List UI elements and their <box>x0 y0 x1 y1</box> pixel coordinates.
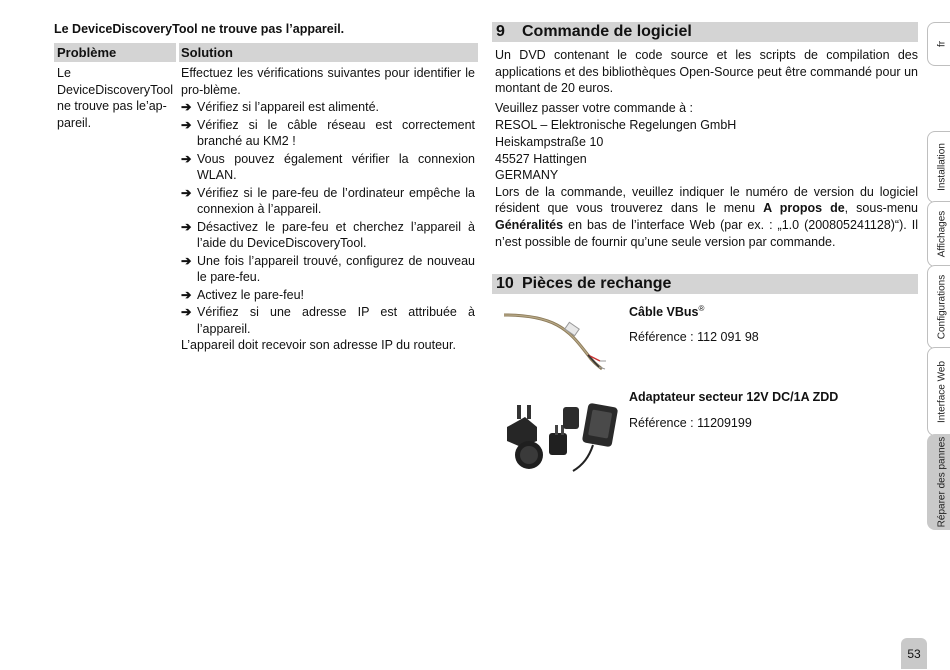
step-text: Activez le pare-feu! <box>197 287 304 302</box>
step-text: Vérifiez si l’appareil est alimenté. <box>197 100 380 114</box>
address-line: RESOL – Elektronische Regelungen GmbH <box>495 118 737 133</box>
tab-reparer-des-pannes[interactable] <box>927 434 950 530</box>
text-run: , sous-menu <box>844 201 919 216</box>
section-9-body <box>495 47 918 250</box>
tab-configurations[interactable] <box>927 265 950 349</box>
tab-installation[interactable] <box>927 131 950 203</box>
tab-label: Réparer des pannes <box>936 436 948 528</box>
table-header <box>54 43 478 62</box>
solution-step <box>181 253 475 286</box>
step-text: Désactivez le pare-feu et cherchez l’appareil à l’aide du DeviceDiscoveryTool. <box>197 219 475 250</box>
address-line: 45527 Hattingen <box>495 151 587 166</box>
tab-label: Configurations <box>936 274 948 340</box>
section-number: 10 <box>496 275 514 292</box>
header-solution: Solution <box>181 45 233 60</box>
text-run: en bas de l’interface Web (par ex. : „1.0 (200805241128)“). Il n’est possible de fournir qu’une seule version par commande. <box>495 217 918 249</box>
step-text: Une fois l’appareil trouvé, configurez de nouveau le pare-feu. <box>197 253 475 284</box>
problem-cell <box>57 65 173 131</box>
arrow-right-icon: ➔ <box>181 219 192 234</box>
solution-step <box>181 287 475 304</box>
text-run: Lors de la commande, veuillez indiquer le numéro de version du logiciel résident que vous trouverez dans le menu <box>495 184 918 216</box>
solution-step <box>181 219 475 252</box>
solution-step <box>181 99 475 116</box>
arrow-right-icon: ➔ <box>181 305 192 319</box>
solution-intro: Effectuez les vérifications suivantes pour identifier le pro-blème. <box>181 66 475 97</box>
address-line: GERMANY <box>495 168 559 183</box>
problem-line: pareil. <box>57 115 92 130</box>
paragraph: Un DVD contenant le code source et les scripts de compilation des applications et des bibliothèques Open-Source peut être commandé pour un montant de 20 euros. <box>495 48 918 96</box>
solution-step <box>181 151 475 184</box>
arrow-right-icon: ➔ <box>181 253 192 268</box>
tab-language[interactable] <box>927 22 950 66</box>
solution-step <box>181 185 475 218</box>
step-text: Vérifiez si le câble réseau est correctement branché au KM2 ! <box>197 117 475 148</box>
spare-part-reference: Référence : 11209199 <box>629 416 752 430</box>
solution-step <box>181 304 475 337</box>
registered-mark: ® <box>698 304 705 313</box>
arrow-right-icon: ➔ <box>181 117 192 132</box>
solution-cell <box>181 65 475 354</box>
page-number: 53 <box>901 638 927 669</box>
paragraph <box>495 184 918 250</box>
submenu-name: Généralités <box>495 217 564 232</box>
address-line: Heiskampstraße 10 <box>495 134 604 149</box>
tab-label: fr <box>936 40 948 48</box>
troubleshooting-table <box>54 43 478 352</box>
menu-name: A propos de <box>763 201 845 216</box>
tab-label: Interface Web <box>936 360 948 423</box>
address-block <box>495 117 918 183</box>
section-number: 9 <box>496 23 505 40</box>
problem-line: ne trouve pas le’ap- <box>57 99 167 113</box>
problem-line: Le <box>57 66 71 80</box>
step-text: Vous pouvez également vérifier la connexion WLAN. <box>197 151 475 182</box>
spare-part-title <box>629 304 704 319</box>
spare-part-reference: Référence : 112 091 98 <box>629 330 759 344</box>
solution-step <box>181 117 475 150</box>
vbus-cable-image <box>502 303 610 375</box>
tab-affichages[interactable] <box>927 201 950 267</box>
tab-interface-web[interactable] <box>927 347 950 436</box>
arrow-right-icon: ➔ <box>181 185 192 200</box>
spare-part-name: Câble VBus <box>629 305 699 320</box>
power-adapter-image <box>503 397 621 475</box>
spare-part-title: Adaptateur secteur 12V DC/1A ZDD <box>629 390 839 404</box>
step-text: Vérifiez si une adresse IP est attribuée à l’appareil. <box>197 305 475 336</box>
arrow-right-icon: ➔ <box>181 151 192 166</box>
arrow-right-icon: ➔ <box>181 287 192 302</box>
arrow-right-icon: ➔ <box>181 100 192 114</box>
problem-line: DeviceDiscoveryTool <box>57 82 174 97</box>
section-10-heading <box>492 274 918 294</box>
section-title: Pièces de rechange <box>522 275 672 292</box>
tab-label: Affichages <box>936 210 948 258</box>
header-problem: Problème <box>57 45 117 60</box>
header-separator <box>176 43 179 62</box>
troubleshooting-heading: Le DeviceDiscoveryTool ne trouve pas l’appareil. <box>54 22 345 36</box>
tab-label: Installation <box>936 143 948 191</box>
step-text: Vérifiez si le pare-feu de l’ordinateur empêche la connexion à l’appareil. <box>197 185 475 216</box>
section-9-heading <box>492 22 918 42</box>
solution-final: L’appareil doit recevoir son adresse IP du routeur. <box>181 338 456 352</box>
paragraph: Veuillez passer votre commande à : <box>495 100 694 115</box>
section-title: Commande de logiciel <box>522 23 692 40</box>
